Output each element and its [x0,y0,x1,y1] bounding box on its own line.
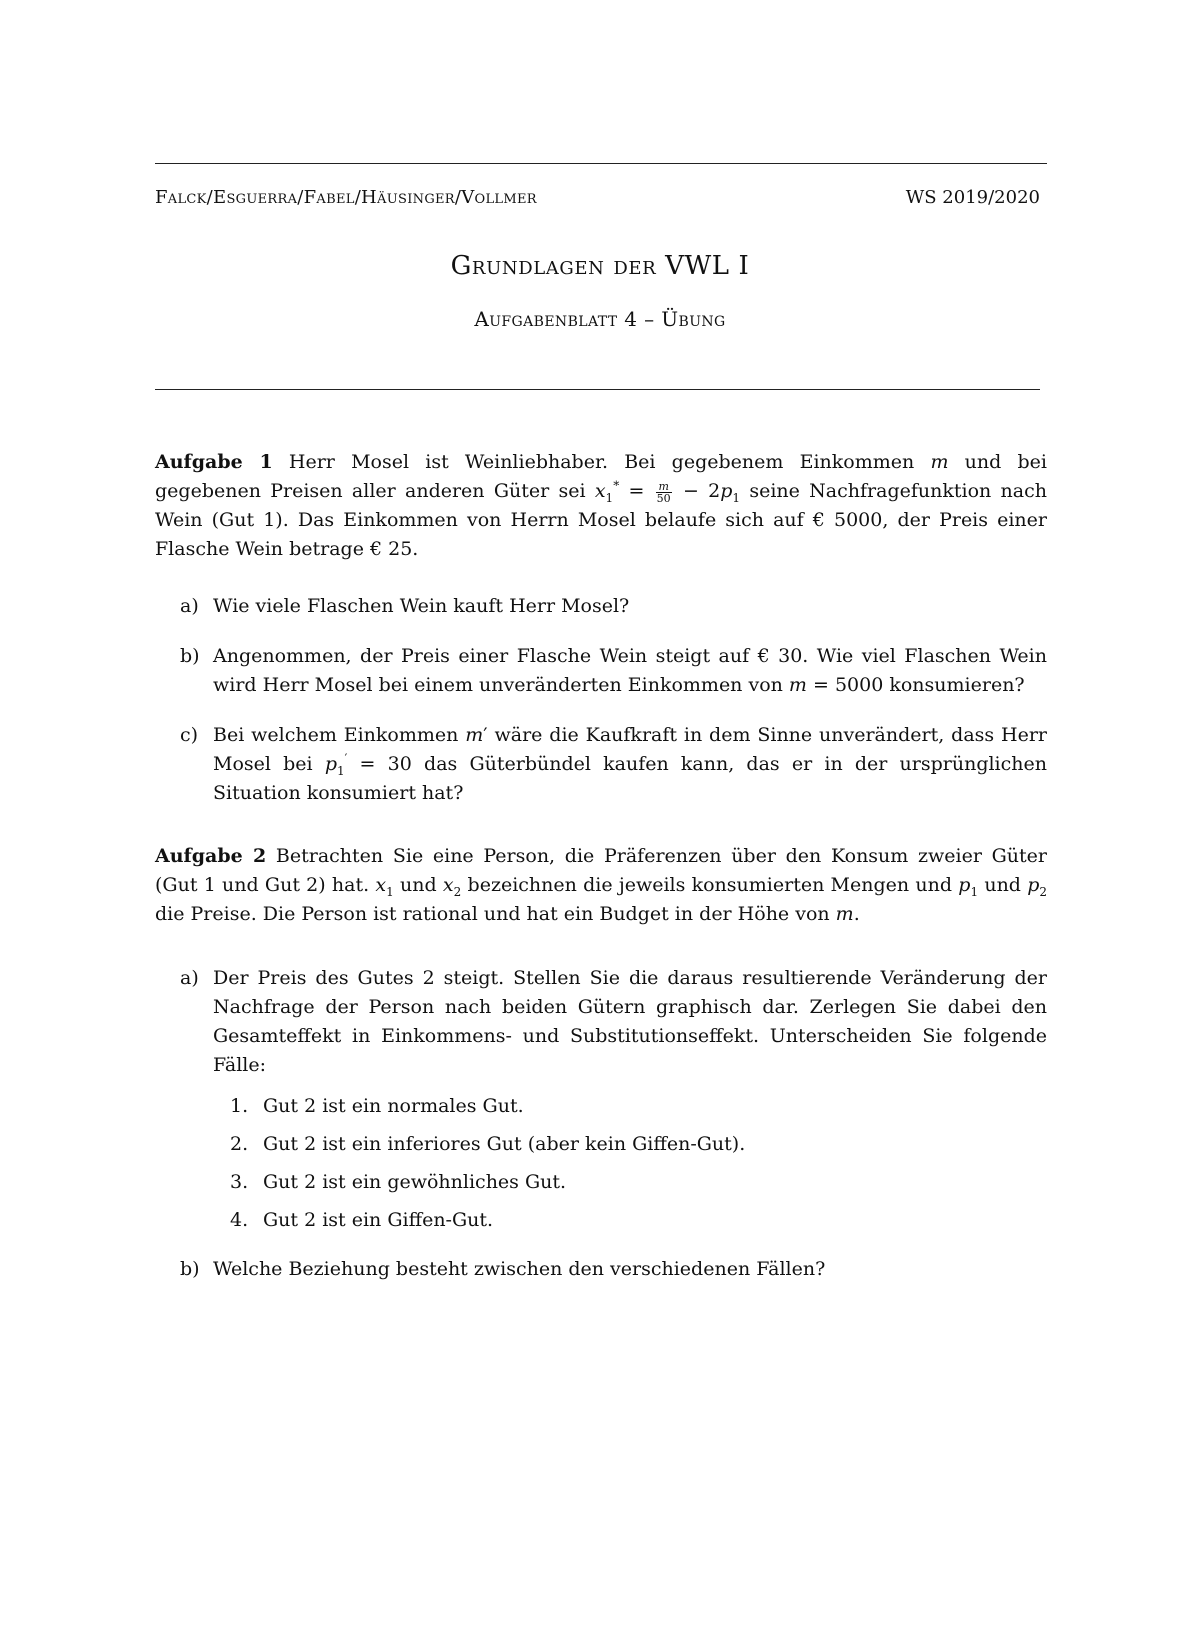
task1-item-b [180,642,1047,700]
item-text: Der Preis des Gutes 2 steigt. Stellen Sie die daraus resultierende Veränderung der Nachfrage der Person nach beiden Gütern graphisch dar. Zerlegen Sie dabei den Gesamteffekt in Einkommens- und Substitutionseffekt. Unterscheiden Sie folgende Fälle: [213,967,1047,1076]
task2-intro-text-1: Betrachten Sie eine Person, die Präferenzen über den Konsum zweier Güter (Gut 1 und Gut 2) hat. [155,845,1047,896]
case-text: Gut 2 ist ein Giffen-Gut. [263,1209,494,1231]
math-m-prime: m′ [465,724,488,746]
task1-intro-text-1: Herr Mosel ist Weinliebhaber. Bei gegebenem Einkommen [288,451,915,473]
item-text [213,721,1047,808]
item-text-part: wäre die Kaufkraft in dem Sinne unverändert, dass Herr Mosel bei [213,724,1047,775]
math-m: m. [835,903,860,925]
case-item-4 [230,1206,1030,1235]
item-text [213,642,1047,700]
task1-label: Aufgabe 1 [155,451,273,473]
case-text: Gut 2 ist ein inferiores Gut (aber kein Giffen-Gut). [263,1133,746,1155]
item-text-part: das Güterbündel kaufen kann, das er in der ursprünglichen Situation konsumiert hat? [213,753,1047,804]
task2-intro-text-2: und [400,874,437,896]
page-subtitle: Aufgabenblatt 4 – Übung [474,307,726,331]
item-text: Welche Beziehung besteht zwischen den verschiedenen Fällen? [213,1258,826,1280]
task2-label: Aufgabe 2 [155,845,267,867]
math-p1-prime-equals-30: $p_1' = 30$ [324,751,412,778]
header-rule-top [155,163,1047,164]
item-text-part: Bei welchem Einkommen [213,724,459,746]
math-x1: $x_1$ [375,874,394,899]
math-p2: $p_2$ [1027,874,1048,899]
task1-intro-text-2: und bei gegebenen Preisen aller anderen Güter sei [155,451,1047,502]
math-x2: $x_2$ [442,874,462,899]
item-marker: b) [180,1258,200,1280]
task1-intro [155,448,1047,564]
header-semester: WS 2019/2020 [905,187,1040,208]
task2-item-b [180,1255,1047,1284]
item-marker: a) [180,595,199,617]
case-text: Gut 2 ist ein normales Gut. [263,1095,524,1117]
task2-intro-text-3: bezeichnen die jeweils konsumierten Mengen und [467,874,953,896]
case-marker: 2. [230,1133,249,1155]
item-text-part: Angenommen, der Preis einer Flasche Wein steigt auf € 30. Wie viel Flaschen Wein wird Herr Mosel bei einem unveränderten Einkommen von [213,645,1047,696]
item-marker: a) [180,967,199,989]
item-marker: c) [180,724,199,746]
math-m-equals-5000: m = 5000 [788,674,884,696]
math-m: m [930,451,949,473]
item-marker: b) [180,645,200,667]
case-text: Gut 2 ist ein gewöhnliches Gut. [263,1171,567,1193]
demand-function-formula: $x_1^*$ = $\frac{m}{50}$ − $2p_1$ [594,478,741,505]
page-title: Grundlagen der VWL I [450,251,750,281]
case-marker: 3. [230,1171,249,1193]
item-text: Wie viele Flaschen Wein kauft Herr Mosel? [213,595,630,617]
task2-intro-text-4: und [984,874,1021,896]
math-p1: $p_1$ [958,874,979,899]
header-authors: Falck/Esguerra/Fabel/Häusinger/Vollmer [155,187,537,208]
header-rule-bottom [155,389,1040,390]
task1-intro-text-3: seine Nachfragefunktion nach Wein (Gut 1). Das Einkommen von Herrn Mosel belaufe sich auf € 5000, der Preis einer Flasche Wein betrage € 25. [155,480,1047,560]
task2-item-a [180,964,1047,1080]
case-item-3 [230,1168,1030,1197]
task1-item-c [180,721,1047,808]
case-item-2 [230,1130,1030,1159]
task2-intro-text-5: die Preise. Die Person ist rational und hat ein Budget in der Höhe von [155,903,830,925]
item-text-part: konsumieren? [889,674,1025,696]
task1-item-a [180,592,1047,621]
case-marker: 1. [230,1095,249,1117]
task2-intro [155,842,1047,929]
case-item-1 [230,1092,1030,1121]
case-marker: 4. [230,1209,249,1231]
